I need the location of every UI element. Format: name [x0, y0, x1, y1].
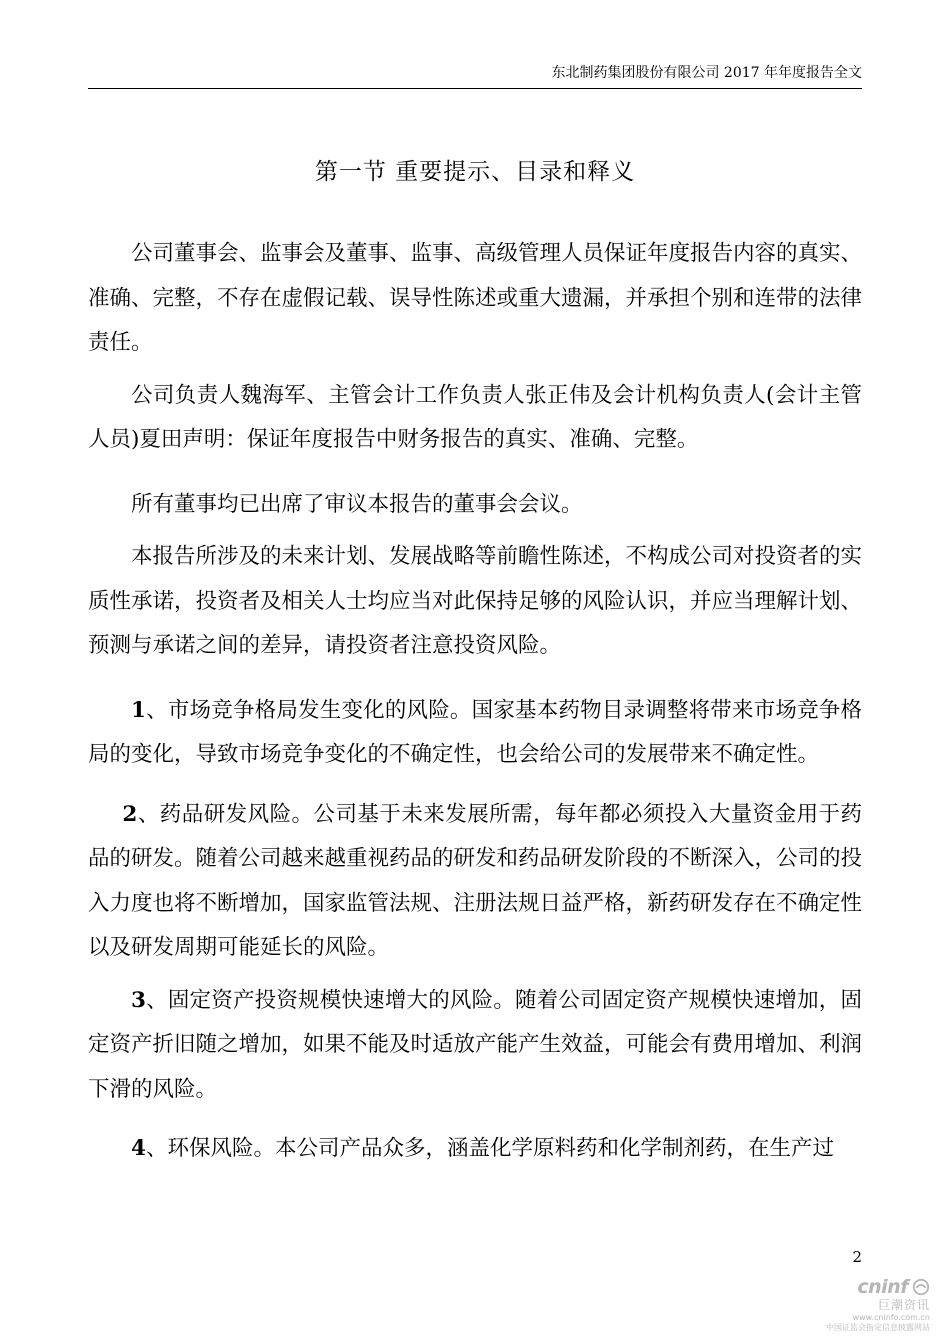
risk-number: 4 [131, 1136, 146, 1161]
risk-item-rnd [88, 793, 862, 971]
paragraph-board-attendance: 所有董事均已出席了审议本报告的董事会会议。 [131, 491, 583, 517]
watermark-logo-text: cninf [857, 1276, 908, 1298]
watermark-subtitle: 巨潮资讯 [877, 1298, 930, 1312]
paragraph-forward-looking: 本报告所涉及的未来计划、发展战略等前瞻性陈述，不构成公司对投资者的实质性承诺，投资者及相关人士均应当对此保持足够的风险认识，并应当理解计划、预测与承诺之间的差异，请投资者注意投资风险。 [88, 544, 863, 658]
paragraph-officer-statement: 公司负责人魏海军、主管会计工作负责人张正伟及会计机构负责人(会计主管人员)夏田声明：保证年度报告中财务报告的真实、准确、完整。 [88, 382, 862, 452]
paragraph-board-guarantee: 公司董事会、监事会及董事、监事、高级管理人员保证年度报告内容的真实、准确、完整，不存在虚假记载、误导性陈述或重大遗漏，并承担个别和连带的法律责任。 [88, 241, 863, 355]
risk-text: 、市场竞争格局发生变化的风险。国家基本药物目录调整将带来市场竞争格局的变化，导致市场竞争变化的不确定性，也会给公司的发展带来不确定性。 [88, 697, 862, 767]
running-header [88, 62, 862, 89]
running-header-title: 东北制药集团股份有限公司 2017 年年度报告全文 [551, 65, 862, 81]
body-text [88, 232, 862, 1172]
risk-number: 2 [122, 801, 138, 827]
watermark-url: www.cninfo.com.cn [852, 1313, 930, 1322]
watermark-tagline: 中国证监会指定信息披露网站 [826, 1323, 930, 1332]
cninfo-logo-icon [912, 1278, 930, 1296]
risk-item-market [88, 689, 862, 778]
section-title: 第一节 重要提示、目录和释义 [314, 159, 636, 185]
risk-number: 3 [131, 987, 146, 1013]
risk-item-fixed-assets [88, 979, 862, 1113]
risk-item-environmental [88, 1127, 862, 1172]
risk-number: 1 [131, 697, 146, 723]
cninfo-watermark [800, 1276, 930, 1338]
risk-text: 、药品研发风险。公司基于未来发展所需，每年都必须投入大量资金用于药品的研发。随着公司越来越重视药品的研发和药品研发阶段的不断深入，公司的投入力度也将不断增加，国家监管法规、注册法规日益严格，新药研发存在不确定性以及研发周期可能延长的风险。 [88, 801, 863, 960]
page-number: 2 [852, 1248, 862, 1266]
watermark-logo-row [800, 1276, 930, 1298]
risk-text: 、固定资产投资规模快速增大的风险。随着公司固定资产规模快速增加，固定资产折旧随之增加，如果不能及时适放产能产生效益，可能会有费用增加、利润下滑的风险。 [88, 987, 863, 1102]
risk-text: 、环保风险。本公司产品众多，涵盖化学原料药和化学制剂药，在生产过 [145, 1136, 834, 1161]
